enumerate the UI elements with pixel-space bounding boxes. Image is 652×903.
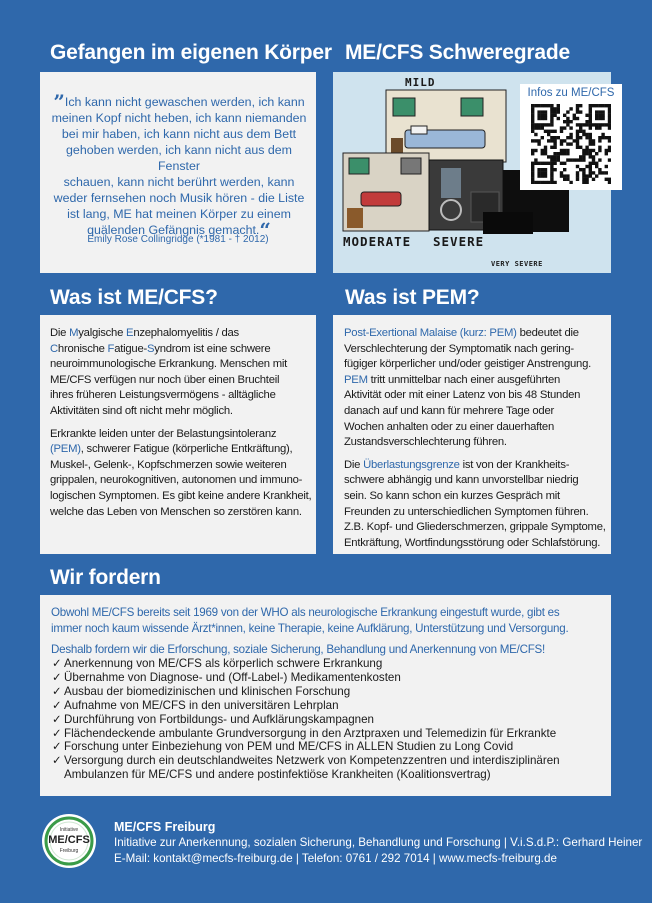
qr-title: Infos zu ME/CFS	[527, 87, 615, 99]
mecfs-text: Die Myalgische Enzephalomyelitis / das Chronische Fatigue-Syndrom ist eine schwere neuroimmunologische Erkrankung. Menschen mit ME/CFS verfügen nur noch über einen Bruchteil ihres früheren Leistungsvermögens - alltägliche Aktivitäten sind oft nicht mehr möglich. Erkrankte leiden unter der Belastungsintoleranz (PEM), schwerer Fatigue (körperliche Entkräftung), Muskel-, Gelenk-, Kopfschmerzen sowie weiteren grippalen, neurokognitiven, autonomen und immuno- logischen Symptomen. Es gibt keine andere Krankheit, welche das Leben von Menschen so zerstören kann.	[50, 327, 312, 518]
heading-was-ist-pem: Was ist PEM?	[345, 286, 480, 309]
org-logo	[42, 814, 96, 868]
logo-top-text: Initiative	[59, 827, 79, 833]
list-item: ✓ Flächendeckende ambulante Grundversorgung in den Arztpraxen und Telemedizin für Erkrankte	[52, 726, 557, 740]
check-icon: ✓	[52, 698, 62, 712]
open-quote-mark: ”	[53, 90, 65, 114]
logo-bottom-text: Freiburg	[59, 848, 79, 854]
close-quote-mark: “	[259, 218, 271, 242]
footer-contact[interactable]: E-Mail: kontakt@mecfs-freiburg.de | Telefon: 0761 / 292 7014 | www.mecfs-freiburg.de	[114, 852, 557, 865]
list-item: ✓ Übernahme von Diagnose- und (Off-Label-) Medikamentenkosten	[52, 670, 401, 684]
demands-lead: Deshalb fordern wir die Erforschung, soziale Sicherung, Behandlung und Anerkennung von ME/CFS!	[51, 643, 546, 656]
heading-was-ist-mecfs: Was ist ME/CFS?	[50, 286, 218, 309]
check-icon: ✓	[52, 657, 62, 670]
list-item-continuation: Ambulanzen für ME/CFS und andere postinfektiöse Krankheiten (Koalitionsvertrag)	[64, 768, 491, 782]
list-item: ✓ Durchführung von Fortbildungs- und Aufklärungskampagnen	[52, 712, 375, 726]
check-icon: ✓	[52, 726, 62, 740]
quote-text: ”Ich kann nicht gewaschen werden, ich kann meinen Kopf nicht heben, ich kann niemanden bei mir haben, ich kann nicht aus dem Bett gehoben werden, ich kann nicht aus dem Fenster schauen, kann nicht berührt werden, kann weder fernsehen noch Musik hören - die Liste ist lang, ME hat meinen Körper zu einem quälenden Gefängnis gemacht.“	[51, 90, 307, 242]
demands-list	[52, 657, 560, 782]
check-icon: ✓	[52, 684, 62, 698]
list-item: ✓ Forschung unter Einbeziehung von PEM und ME/CFS in ALLEN Studien zu Long Covid	[52, 740, 514, 754]
footer-org-name: ME/CFS Freiburg	[114, 820, 216, 834]
label-severe: SEVERE	[433, 234, 485, 249]
heading-gefangen: Gefangen im eigenen Körper	[50, 41, 332, 64]
qr-code-icon[interactable]	[531, 104, 611, 184]
label-moderate: MODERATE	[343, 234, 412, 249]
heading-wir-fordern: Wir fordern	[50, 566, 161, 589]
list-item: ✓ Anerkennung von ME/CFS als körperlich schwere Erkrankung	[52, 657, 383, 670]
qr-code-panel[interactable]	[520, 84, 622, 190]
check-icon: ✓	[52, 670, 62, 684]
heading-schweregrade: ME/CFS Schweregrade	[345, 41, 570, 64]
label-very-severe: VERY SEVERE	[491, 260, 543, 268]
quote-author: Emily Rose Collingridge (*1981 - † 2012)	[87, 234, 269, 245]
list-item: ✓ Versorgung durch ein deutschlandweites Netzwerk von Kompetenzzentren und interdisziplinären	[52, 754, 560, 768]
check-icon: ✓	[52, 712, 62, 726]
logo-main-text: ME/CFS	[48, 834, 90, 846]
list-item: ✓ Ausbau der biomedizinischen und klinischen Forschung	[52, 684, 351, 698]
check-icon: ✓	[52, 740, 62, 754]
list-item: ✓ Aufnahme von ME/CFS in den universitären Lehrplan	[52, 698, 339, 712]
check-icon: ✓	[52, 754, 62, 768]
pem-text: Post-Exertional Malaise (kurz: PEM) bedeutet die Verschlechterung der Symptomatik nach gering- fügiger körperlicher und/oder geistiger Anstrengung. PEM tritt unmittelbar nach einer ausgeführten Aktivität oder mit einer Latenz von bis 48 Stunden danach auf und kann für mehrere Tage oder Wochen anhalten oder zu einer dauerhaften Zustandsverschlechterung führen. Die Überlastungsgrenze ist von der Krankheits- schwere abhängig und kann unvorstellbar niedrig sein. So kann schon ein kurzes Gespräch mit Freunden zu unterschiedlichen Symptomen führen. Z.B. Kopf- und Gliederschmerzen, grippale Symptome, Entkräftung, Wortfindungsstörung oder Schlafstörung.	[344, 327, 606, 549]
label-mild: MILD	[405, 76, 436, 89]
footer-line1: Initiative zur Anerkennung, sozialen Sicherung, Behandlung und Forschung | V.i.S.d.P.: Gerhard Heiner	[114, 836, 643, 849]
demands-intro: Obwohl ME/CFS bereits seit 1969 von der WHO als neurologische Erkrankung eingestuft wurde, gibt es immer noch kaum wissende Ärzt*innen, keine Therapie, keine Aufklärung, Unterstützung und Versorgung.	[51, 606, 569, 635]
